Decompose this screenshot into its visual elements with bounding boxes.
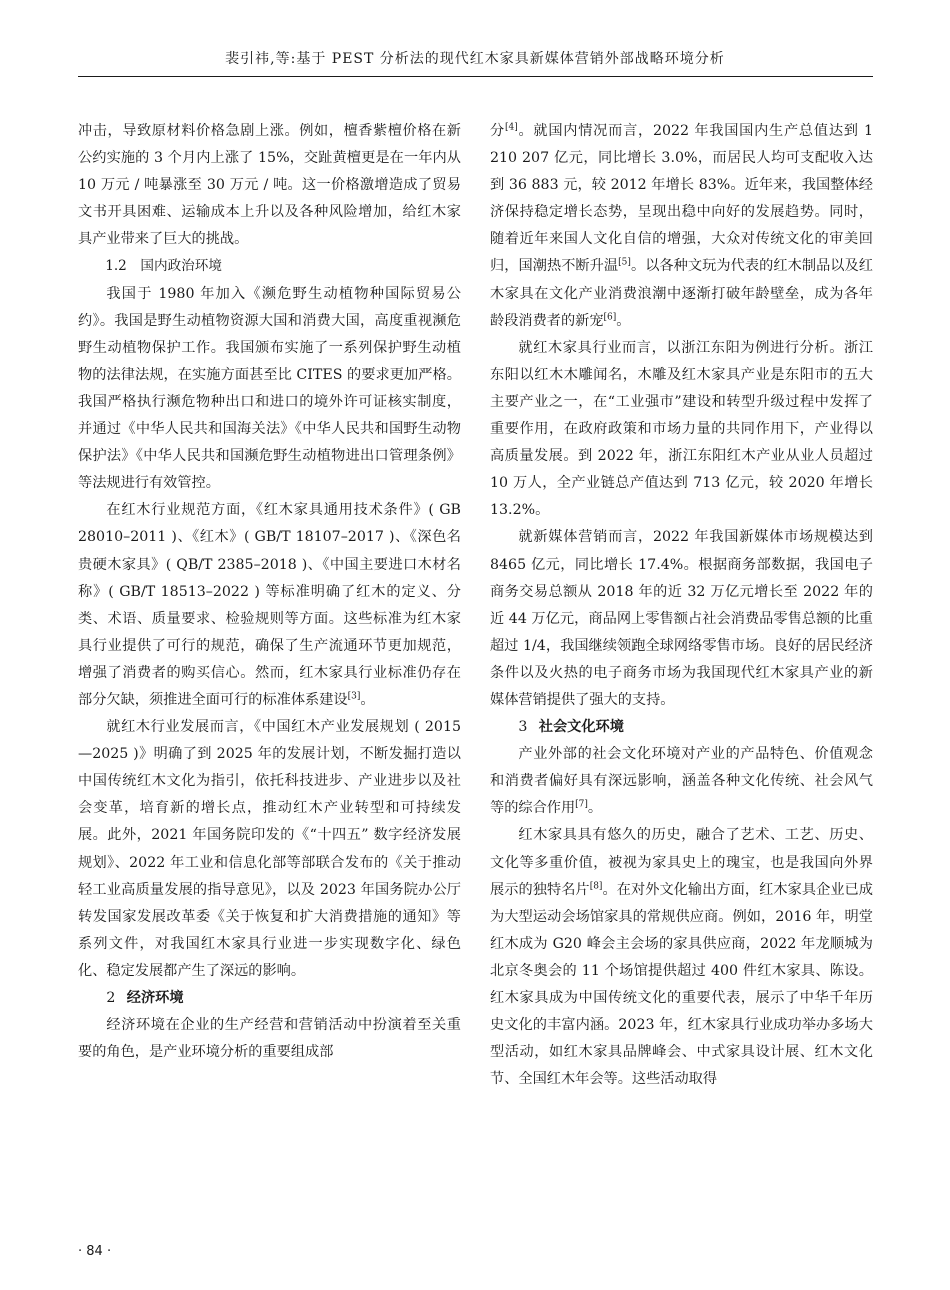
paragraph: 就红木行业发展而言，《中国红木产业发展规划 ( 2015—2025 )》明确了到 2025 年的发展计划，不断发掘打造以中国传统红木文化为指引，依托科技进步、产业进步以及社会变革，培育新的增长点，推动红木产业转型和可持续发展。此外，2021 年国务院印发的《“十四五” 数字经济发展规划》、2022 年工业和信息化部等部联合发布的《关于推动轻工业高质量发展的指导意见》，以及 2023 年国务院办公厅转发国家发展改革委《关于恢复和扩大消费措施的通知》等系列文件，对我国红木家具行业进一步实现数字化、绿色化、稳定发展都产生了深远的影响。 [78,719,461,979]
heading-number: 3 [518,719,528,736]
paragraph: 就新媒体营销而言，2022 年我国新媒体市场规模达到 8465 亿元，同比增长 17.4%。根据商务部数据，我国电子商务交易总额从 2018 年的近 32 万亿元增长至 2022 年的近 44 万亿元，商品网上零售额占社会消费品零售总额的比重超过 1/4，我国继续领跑全球网络零售市场。良好的居民经济条件以及火热的电子商务市场为我国现代红木家具产业的新媒体营销提供了强大的支持。 [490,529,873,708]
paragraph-text: 在红木行业规范方面，《红木家具通用技术条件》( GB 28010–2011 )、《红木》( GB/T 18107–2017 )、《深色名贵硬木家具》( QB/T 2385–2018 )、《中国主要进口木材名称》( GB/T 18513–2022 ) 等标准明确了红木的定义、分类、术语、质量要求、检验规则等方面。这些标准为红木家具行业提供了可行的规范，确保了生产流通环节更加规范，增强了消费者的购买信心。然而，红木家具行业标准仍存在部分欠缺，须推进全面可行的标准体系建设 [78,502,461,708]
left-column [78,118,461,1066]
section-heading-2 [78,985,461,1012]
citation-ref[interactable]: [5] [618,257,631,268]
heading-text: 社会文化环境 [538,719,624,736]
paragraph-text: 产业外部的社会文化环境对产业的产品特色、价值观念和消费者偏好具有深远影响，涵盖各种文化传统、社会风气等的综合作用 [490,746,873,817]
header-rule [78,76,873,77]
citation-ref[interactable]: [8] [589,880,603,891]
paragraph: 我国于 1980 年加入《濒危野生动植物种国际贸易公约》。我国是野生动植物资源大国和消费大国，高度重视濒危野生动植物保护工作。我国颁布实施了一系列保护野生动植物的法律法规，在实施方面甚至比 CITES 的要求更加严格。我国严格执行濒危物种出口和进口的境外许可证核实制度，并通过《中华人民共和国海关法》《中华人民共和国野生动物保护法》《中华人民共和国濒危野生动植物进出口管理条例》等法规进行有效管控。 [78,285,461,492]
paragraph: 冲击，导致原材料价格急剧上涨。例如，檀香紫檀价格在新公约实施的 3 个月内上涨了 15%，交趾黄檀更是在一年内从 10 万元 / 吨暴涨至 30 万元 / 吨。这一价格激增造成了贸易文书开具困难、运输成本上升以及各种风险增加，给红木家具产业带来了巨大的挑战。 [78,123,461,248]
section-heading-3 [490,714,873,741]
heading-text: 国内政治环境 [140,258,222,275]
paragraph: 经济环境在企业的生产经营和营销活动中扮演着至关重要的角色，是产业环境分析的重要组成部 [78,1017,461,1061]
paragraph-text: 。就国内情况而言，2022 年我国国内生产总值达到 1 210 207 亿元，同比增长 3.0%，而居民人均可支配收入达到 36 883 元，较 2012 年增长 83%。近年来，我国整体经济保持稳定增长态势，呈现出稳中向好的发展趋势。同时，随着近年来国人文化自信的增强，大众对传统文化的审美回归，国潮热不断升温 [490,123,873,275]
citation-ref[interactable]: [7] [575,799,588,810]
paragraph [490,118,873,335]
paragraph [490,822,873,1093]
page-number: · 84 · [78,1244,112,1259]
subsection-heading-1-2 [78,253,461,280]
citation-ref[interactable]: [3] [347,691,361,702]
paragraph-text: 分 [490,123,505,139]
paragraph-text: 。 [360,691,375,708]
paragraph-text: 。在对外文化输出方面，红木家具企业已成为大型运动会场馆家具的常规供应商。例如，2016 年，明堂红木成为 G20 峰会主会场的家具供应商，2022 年龙顺城为北京冬奥会的 11 个场馆提供超过 400 件红木家具、陈设。红木家具成为中国传统文化的重要代表，展示了中华千年历史文化的丰富内涵。2023 年，红木家具行业成功举办多场大型活动，如红木家具品牌峰会、中式家具设计展、红木文化节、全国红木年会等。这些活动取得 [490,881,873,1088]
paragraph [78,497,461,714]
heading-text: 经济环境 [126,990,184,1006]
paragraph-text: 。 [616,312,631,329]
heading-number: 2 [106,990,116,1006]
right-column [490,118,873,1093]
paragraph-text: 红木家具具有悠久的历史，融合了艺术、工艺、历史、文化等多重价值，被视为家具史上的瑰宝，也是我国向外界展示的独特名片 [490,827,873,898]
heading-number: 1.2 [105,258,127,275]
paragraph-text: 。以各种文玩为代表的红木制品以及红木家具在文化产业消费浪潮中逐渐打破年龄壁垒，成为各年龄段消费者的新宠 [490,258,873,329]
paragraph-text: 。 [587,800,603,817]
citation-ref[interactable]: [4] [504,122,518,133]
paragraph [490,741,873,822]
paragraph: 就红木家具行业而言，以浙江东阳为例进行分析。浙江东阳以红木木雕闻名，木雕及红木家具产业是东阳市的五大主要产业之一，在“工业强市”建设和转型升级过程中发挥了重要作用，在政府政策和市场力量的共同作用下，产业得以高质量发展。到 2022 年，浙江东阳红木产业从业人员超过 10 万人，全产业链总产值达到 713 亿元，较 2020 年增长 13.2%。 [490,339,873,519]
citation-ref[interactable]: [6] [603,311,617,322]
running-header: 裴引祎,等:基于 PEST 分析法的现代红木家具新媒体营销外部战略环境分析 [225,51,725,67]
